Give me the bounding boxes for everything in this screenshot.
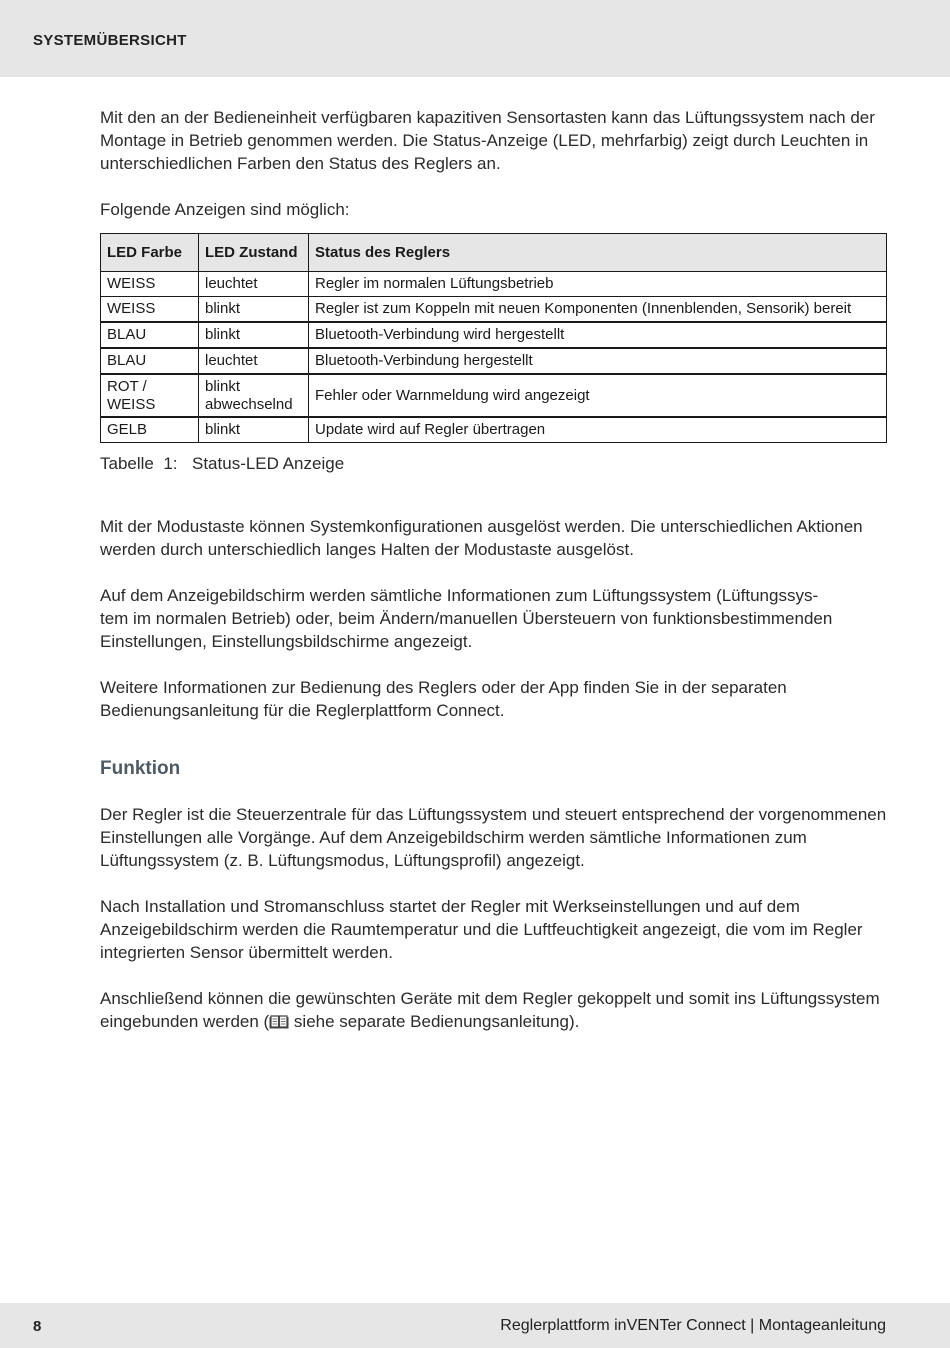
caption-text: Status-LED Anzeige	[192, 454, 345, 473]
status-led-table	[100, 233, 887, 443]
page-footer	[0, 1303, 950, 1348]
status-cell: Regler ist zum Koppeln mit neuen Komponenten (Innenblenden, Sensorik) bereit	[309, 297, 887, 323]
led-state-cell: blinkt abwechselnd	[199, 374, 309, 417]
table-row	[101, 348, 887, 374]
status-cell: Regler im normalen Lüftungsbetrieb	[309, 272, 887, 297]
table-row	[101, 417, 887, 443]
table-caption	[100, 452, 890, 475]
section-title: SYSTEMÜBERSICHT	[33, 32, 187, 49]
display-paragraph-line2: tem im normalen Betrieb) oder, beim Ändern/manuellen Übersteuern von funktionsbestimmenden Einstellungen, Einstellungsbildschirme angezeigt.	[100, 609, 833, 651]
led-color-cell: BLAU	[101, 348, 199, 374]
table-header-row	[101, 234, 887, 272]
function-paragraph-2: Nach Installation und Stromanschluss startet der Regler mit Werkseinstellungen und auf dem Anzeigebildschirm werden die Raumtemperatur und die Luftfeuchtigkeit angezeigt, die vom im Regler integrierten Sensor übermittelt werden.	[100, 897, 863, 962]
function-paragraph-3	[100, 987, 890, 1033]
intro-paragraph: Mit den an der Bedieneinheit verfügbaren kapazitiven Sensortasten kann das Lüftungssystem nach der Montage in Betrieb genommen werden. Die Status-Anzeige (LED, mehrfarbig) zeigt durch Leuchten in unterschiedlichen Farben den Status des Reglers an.	[100, 108, 875, 173]
col-header-led-state: LED Zustand	[199, 234, 309, 272]
more-info-paragraph: Weitere Informationen zur Bedienung des Reglers oder der App finden Sie in der separaten Bedienungsanleitung für die Reglerplattform Connect.	[100, 678, 787, 720]
led-state-cell: blinkt	[199, 322, 309, 348]
led-state-cell: leuchtet	[199, 348, 309, 374]
led-color-cell: GELB	[101, 417, 199, 443]
led-color-cell: ROT / WEISS	[101, 374, 199, 417]
body-text	[100, 515, 890, 722]
led-color-cell: BLAU	[101, 322, 199, 348]
led-state-cell: blinkt	[199, 417, 309, 443]
table-row	[101, 272, 887, 297]
page-number: 8	[33, 1318, 42, 1335]
col-header-controller-status: Status des Reglers	[309, 234, 887, 272]
display-paragraph-line1: Auf dem Anzeigebildschirm werden sämtliche Informationen zum Lüftungssystem (Lüftungssys-	[100, 586, 819, 605]
status-cell: Bluetooth-Verbindung wird hergestellt	[309, 322, 887, 348]
status-cell: Update wird auf Regler übertragen	[309, 417, 887, 443]
table-row	[101, 374, 887, 417]
function-paragraph-1: Der Regler ist die Steuerzentrale für das Lüftungssystem und steuert entsprechend der vorgenommenen Einstellungen alle Vorgänge. Auf dem Anzeigebildschirm werden sämtliche Informationen zum Lüftungssystem (z. B. Lüftungsmodus, Lüftungsprofil) angezeigt.	[100, 805, 887, 870]
table-row	[101, 322, 887, 348]
led-state-cell: leuchtet	[199, 272, 309, 297]
led-color-cell: WEISS	[101, 272, 199, 297]
status-cell: Fehler oder Warnmeldung wird angezeigt	[309, 374, 887, 417]
page-content	[100, 106, 890, 1033]
mode-key-paragraph: Mit der Modustaste können Systemkonfigurationen ausgelöst werden. Die unterschiedlichen Aktionen werden durch unterschiedlich langes Halten der Modustaste ausgelöst.	[100, 517, 863, 559]
book-icon	[269, 1012, 289, 1028]
table-row	[101, 297, 887, 323]
col-header-led-color: LED Farbe	[101, 234, 199, 272]
display-paragraph	[100, 584, 890, 653]
document-title: Reglerplattform inVENTer Connect | Montageanleitung	[500, 1317, 886, 1334]
table-intro: Folgende Anzeigen sind möglich:	[100, 200, 350, 219]
function-paragraph-3-tail: siehe separate Bedienungsanleitung).	[289, 1012, 580, 1031]
caption-number: Tabelle 1:	[100, 454, 178, 473]
page-header	[0, 0, 950, 77]
function-heading: Funktion	[100, 758, 181, 779]
status-cell: Bluetooth-Verbindung hergestellt	[309, 348, 887, 374]
led-color-cell: WEISS	[101, 297, 199, 323]
led-state-cell: blinkt	[199, 297, 309, 323]
function-paragraph-3-text: Anschließend können die gewünschten Geräte mit dem Regler gekoppelt und somit ins Lüftungssystem eingebunden werden (	[100, 989, 880, 1031]
